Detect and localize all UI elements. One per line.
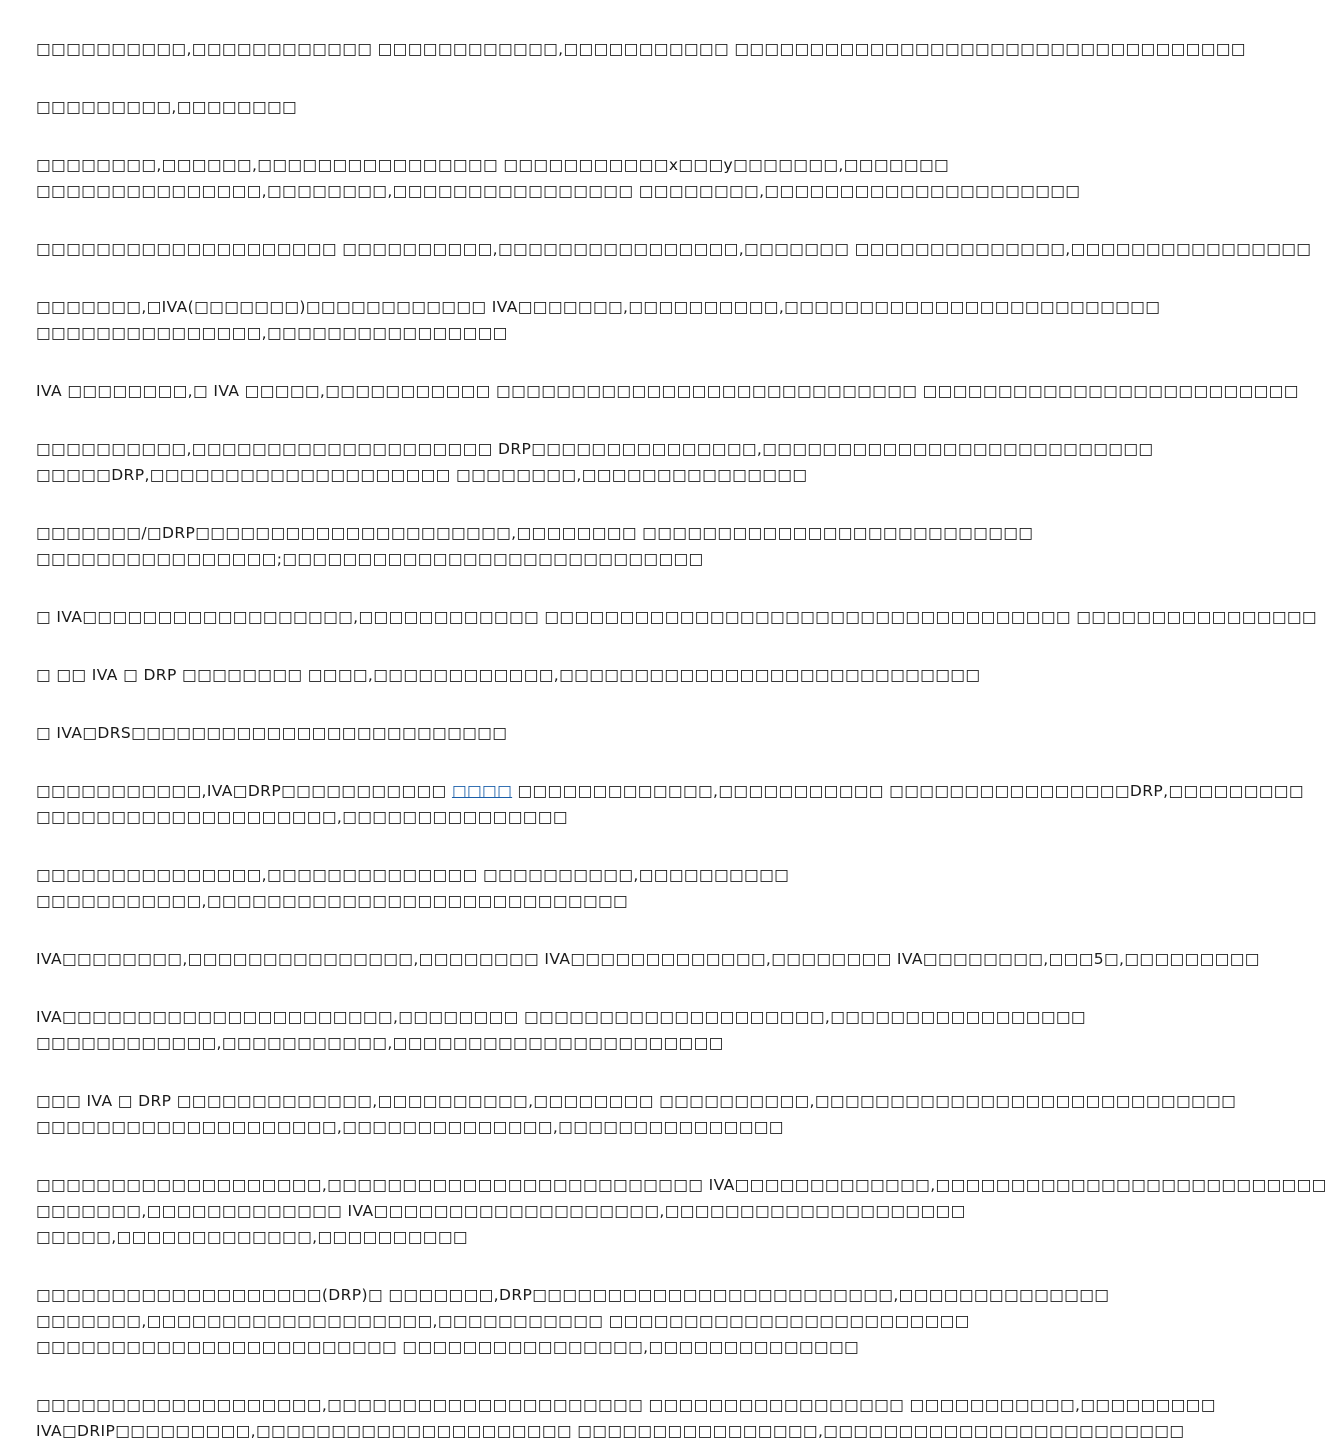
- text-run: □□□□□□□□□□□□□,□□□□□□□□□□□ □□□□□□□□□□□□□□□□DRP,□□□□□□□□□: [512, 782, 1304, 800]
- paragraph: [36, 778, 1304, 830]
- paragraph: [36, 94, 984, 120]
- paragraph: [36, 1282, 1110, 1360]
- text-line: □□□□□□□□□□□□□□□□;□□□□□□□□□□□□□□□□□□□□□□□□□□□□: [36, 550, 704, 568]
- paragraph: [36, 604, 1317, 630]
- paragraph: [36, 720, 984, 746]
- paragraph: [36, 436, 1154, 488]
- paragraph: [36, 1392, 1216, 1444]
- paragraph: [36, 1172, 1327, 1250]
- text-line: □□□□□□□□□□,□□□□□□□□□□□□□□□□□□□□ DRP□□□□□□□□□□□□□□□,□□□□□□□□□□□□□□□□□□□□□□□□□□: [36, 440, 1154, 458]
- text-run: □□□□□□□□□□□,IVA□DRP□□□□□□□□□□□: [36, 782, 452, 800]
- paragraph: [36, 378, 1299, 404]
- text-line: □□□□□DRP,□□□□□□□□□□□□□□□□□□□□ □□□□□□□□,□□□□□□□□□□□□□□□: [36, 466, 808, 484]
- text-line: □□□□□,□□□□□□□□□□□□□,□□□□□□□□□□: [36, 1228, 468, 1246]
- text-line: □□□□□□□,□□□□□□□□□□□□□□□□□□□,□□□□□□□□□□□ □□□□□□□□□□□□□□□□□□□□□□□□: [36, 1312, 970, 1330]
- text-line: IVA□□□□□□□□□□□□□□□□□□□□□□,□□□□□□□□ □□□□□□□□□□□□□□□□□□□□,□□□□□□□□□□□□□□□□□: [36, 1008, 1086, 1026]
- paragraph: [36, 152, 1081, 204]
- text-line: □□□□□□□□□□□□□□□□□□□□□□□□ □□□□□□□□□□□□□□□□,□□□□□□□□□□□□□□: [36, 1338, 860, 1356]
- text-line: IVA□□□□□□□□,□□□□□□□□□□□□□□□,□□□□□□□□ IVA□□□□□□□□□□□□□,□□□□□□□□ IVA□□□□□□□□,□□□5□,□□□□□□□□□: [36, 950, 1260, 968]
- text-line: □ IVA□DRS□□□□□□□□□□□□□□□□□□□□□□□□□: [36, 724, 508, 742]
- text-line: □□□□□□□/□DRP□□□□□□□□□□□□□□□□□□□□□,□□□□□□□□ □□□□□□□□□□□□□□□□□□□□□□□□□□: [36, 524, 1034, 542]
- text-line: □□□□□□□□□□□□□□□□□□□□,□□□□□□□□□□□□□□,□□□□□□□□□□□□□□□: [36, 1118, 784, 1136]
- paragraph: [36, 236, 1312, 262]
- text-line: □□□□□□□□□□□□,□□□□□□□□□□□,□□□□□□□□□□□□□□□□□□□□□□: [36, 1034, 724, 1052]
- text-line: IVA □□□□□□□□,□ IVA □□□□□,□□□□□□□□□□□ □□□□□□□□□□□□□□□□□□□□□□□□□□□□ □□□□□□□□□□□□□□□□□□□□□□□□□: [36, 382, 1299, 400]
- text-line: □□□□□□□□□□□□□□□□□□□□,□□□□□□□□□□□□□□□: [36, 808, 568, 826]
- inline-link[interactable]: □□□□: [451, 782, 513, 800]
- text-line: □□□□□□□□□□□□□□□,□□□□□□□□,□□□□□□□□□□□□□□□□ □□□□□□□□,□□□□□□□□□□□□□□□□□□□□□: [36, 182, 1081, 200]
- text-line: □□□□□□□□□□□,□□□□□□□□□□□□□□□□□□□□□□□□□□□□: [36, 892, 629, 910]
- text-line: □□□□□□□,□IVA(□□□□□□□)□□□□□□□□□□□□ IVA□□□□□□□,□□□□□□□□□□,□□□□□□□□□□□□□□□□□□□□□□□□□: [36, 298, 1161, 316]
- text-line: □□□□□□□□□□□□□□□,□□□□□□□□□□□□□□□□: [36, 324, 508, 342]
- text-line: [36, 778, 1304, 804]
- text-line: □□□□□□□□□□□□□□□□□□□□ □□□□□□□□□□,□□□□□□□□□□□□□□□□,□□□□□□□ □□□□□□□□□□□□□□,□□□□□□□□□□□□□□□□: [36, 240, 1312, 258]
- paragraph: [36, 662, 984, 688]
- paragraph: [36, 520, 1034, 572]
- text-line: □ □□ IVA □ DRP □□□□□□□□ □□□□,□□□□□□□□□□□□,□□□□□□□□□□□□□□□□□□□□□□□□□□□□: [36, 666, 981, 684]
- paragraph: [36, 294, 1161, 346]
- text-line: □□□□□□□□□,□□□□□□□□: [36, 98, 298, 116]
- text-line: □□□□□□□□□□□□□□□□□□□(DRP)□ □□□□□□□,DRP□□□□□□□□□□□□□□□□□□□□□□□□,□□□□□□□□□□□□□□: [36, 1286, 1110, 1304]
- text-line: □□□□□□□,□□□□□□□□□□□□□ IVA□□□□□□□□□□□□□□□□□□□,□□□□□□□□□□□□□□□□□□□□: [36, 1202, 966, 1220]
- text-line: □□□□□□□□□□□□□□□□□□□,□□□□□□□□□□□□□□□□□□□□□□□□□ IVA□□□□□□□□□□□□□,□□□□□□□□□□□□□□□□□□□□□□□□□□: [36, 1176, 1327, 1194]
- text-line: □□□□□□□□,□□□□□□,□□□□□□□□□□□□□□□□ □□□□□□□□□□□x□□□y□□□□□□□,□□□□□□□: [36, 156, 950, 174]
- text-line: □□□□□□□□□□□□□□□,□□□□□□□□□□□□□□ □□□□□□□□□□,□□□□□□□□□□: [36, 866, 790, 884]
- text-line: □□□□□□□□□□□□□□□□□□□,□□□□□□□□□□□□□□□□□□□□□ □□□□□□□□□□□□□□□□□ □□□□□□□□□□□,□□□□□□□□□: [36, 1396, 1216, 1414]
- text-line: □□□ IVA □ DRP □□□□□□□□□□□□□,□□□□□□□□□□,□□□□□□□□ □□□□□□□□□□,□□□□□□□□□□□□□□□□□□□□□□□□□□□□: [36, 1092, 1237, 1110]
- paragraph: [36, 36, 1246, 62]
- text-line: IVA□DRIP□□□□□□□□□,□□□□□□□□□□□□□□□□□□□□□ □□□□□□□□□□□□□□□□,□□□□□□□□□□□□□□□□□□□□□□□□: [36, 1422, 1185, 1440]
- paragraph: [36, 946, 1260, 972]
- paragraph: [36, 862, 984, 914]
- paragraph: [36, 1088, 1237, 1140]
- paragraph: [36, 1004, 1086, 1056]
- text-line: □ IVA□□□□□□□□□□□□□□□□□□,□□□□□□□□□□□□ □□□□□□□□□□□□□□□□□□□□□□□□□□□□□□□□□□□ □□□□□□□□□□□□□□□□: [36, 608, 1317, 626]
- text-line: □□□□□□□□□□,□□□□□□□□□□□□ □□□□□□□□□□□□,□□□□□□□□□□□ □□□□□□□□□□□□□□□□□□□□□□□□□□□□□□□□□□: [36, 40, 1246, 58]
